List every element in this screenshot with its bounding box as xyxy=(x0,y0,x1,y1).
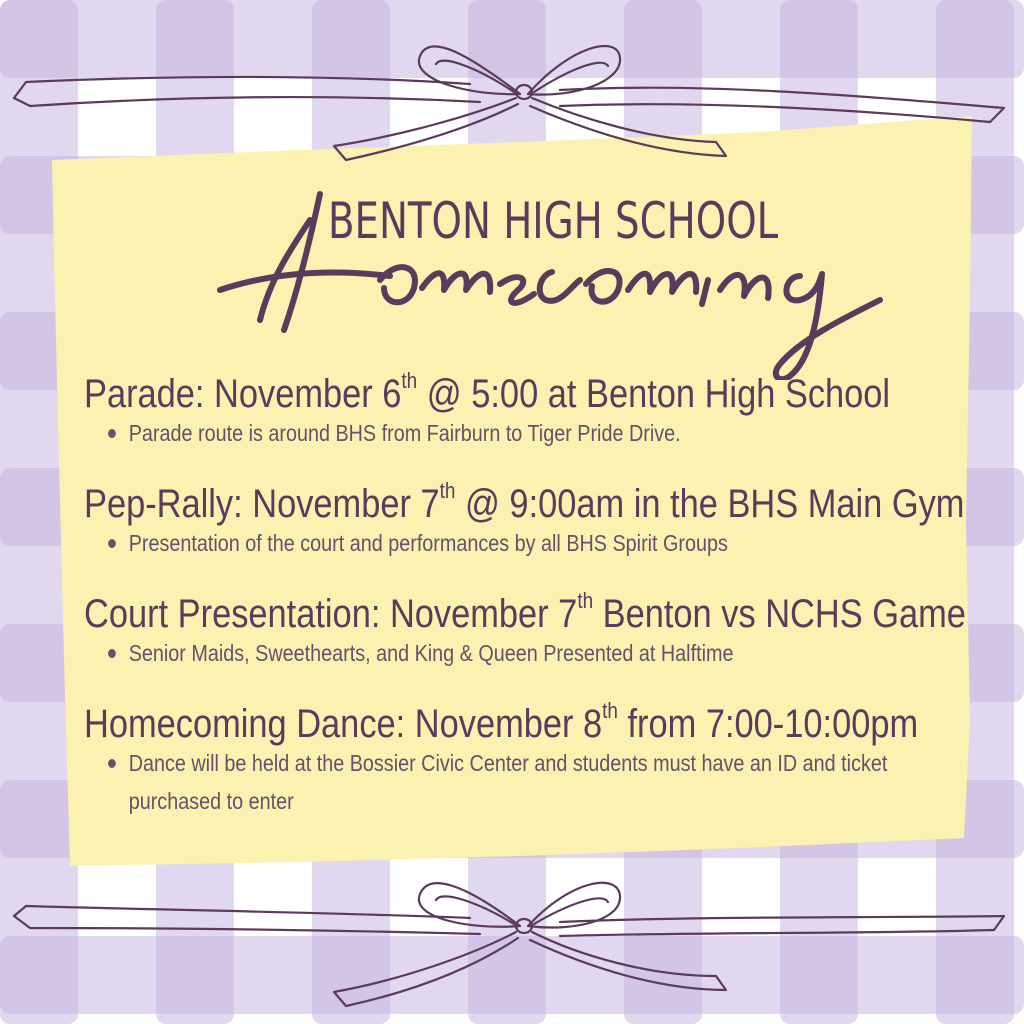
event-date-label: Parade: November 6 xyxy=(84,372,402,416)
event-pep-rally xyxy=(84,478,1024,562)
bullet-dot-icon xyxy=(108,759,116,768)
event-details xyxy=(84,634,1024,672)
event-detail-line: Benton vs NCHS Game xyxy=(593,592,966,636)
bullet-dot-icon xyxy=(108,429,116,438)
event-heading xyxy=(84,588,989,636)
school-name-heading: BENTON HIGH SCHOOL xyxy=(328,192,779,250)
event-detail-line: @ 5:00 at Benton High School xyxy=(417,372,891,416)
bullet-dot-icon xyxy=(108,539,116,548)
list-item-text: Parade route is around BHS from Fairburn to Tiger Pride Drive. xyxy=(128,420,681,446)
title-block xyxy=(150,180,910,380)
event-parade xyxy=(84,368,1024,452)
event-date-label: Homecoming Dance: November 8 xyxy=(84,702,603,746)
list-item xyxy=(84,414,989,452)
event-details xyxy=(84,744,1024,820)
event-detail-line: from 7:00-10:00pm xyxy=(617,702,919,746)
event-details xyxy=(84,414,1024,452)
list-item xyxy=(84,744,954,820)
list-item-text: Senior Maids, Sweethearts, and King & Queen Presented at Halftime xyxy=(128,640,734,666)
event-court-presentation xyxy=(84,588,1024,672)
bow-ribbon-icon xyxy=(0,876,1024,1024)
date-ordinal: th xyxy=(439,478,456,503)
event-heading xyxy=(84,478,989,526)
list-item-text: Presentation of the court and performances by all BHS Spirit Groups xyxy=(128,530,728,556)
list-item xyxy=(84,634,989,672)
event-date-label: Court Presentation: November 7 xyxy=(84,592,578,636)
date-ordinal: th xyxy=(401,368,418,393)
event-homecoming-dance xyxy=(84,698,1024,820)
event-details xyxy=(84,524,1024,562)
list-item-text: Dance will be held at the Bossier Civic Center and students must have an ID and ticket purchased to enter xyxy=(128,750,888,814)
event-detail-line: @ 9:00am in the BHS Main Gym xyxy=(455,482,965,526)
bullet-dot-icon xyxy=(108,649,116,658)
list-item xyxy=(84,524,989,562)
event-heading xyxy=(84,368,989,416)
date-ordinal: th xyxy=(602,698,618,723)
event-heading xyxy=(84,698,954,746)
date-ordinal: th xyxy=(577,588,594,613)
event-date-label: Pep-Rally: November 7 xyxy=(84,482,440,526)
